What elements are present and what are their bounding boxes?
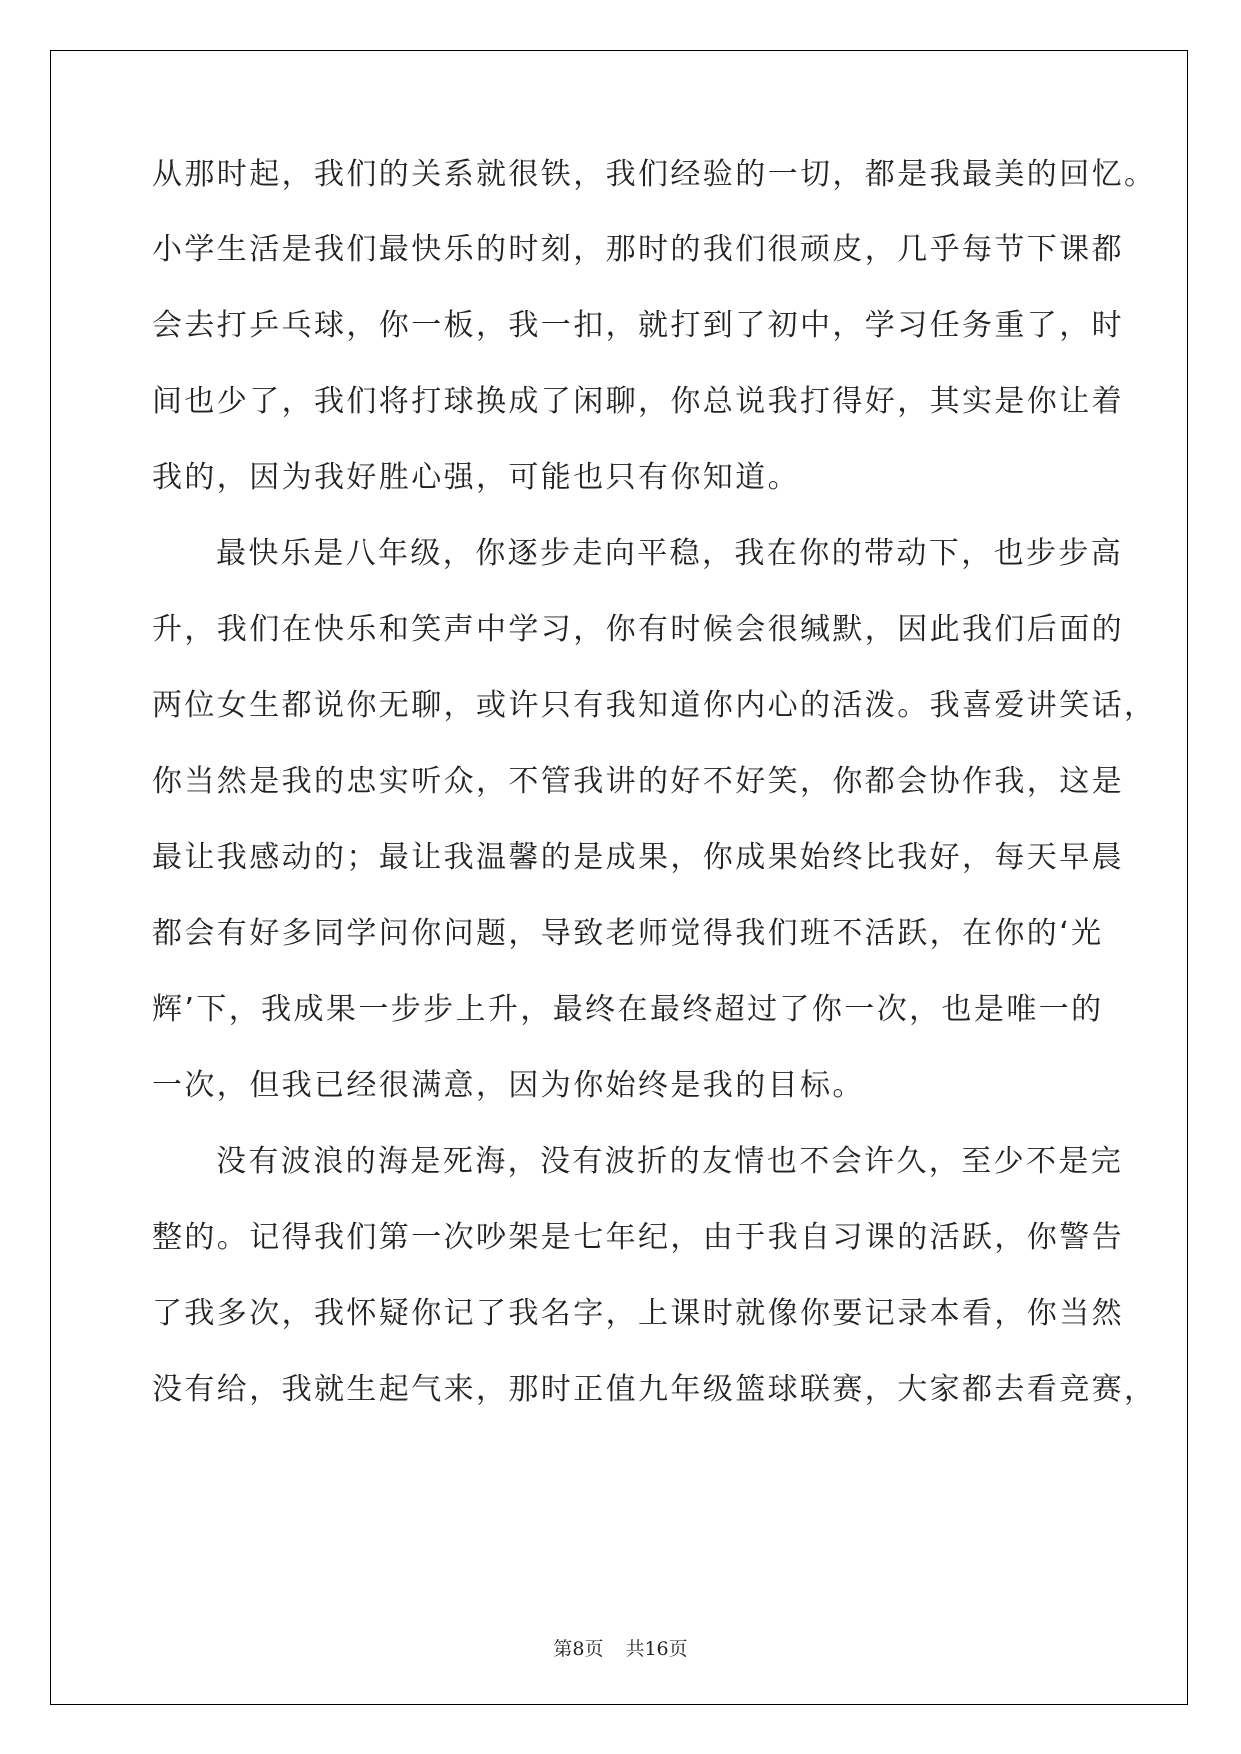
text-line: 你当然是我的忠实听众，不管我讲的好不好笑，你都会协作我，这是: [152, 764, 1124, 799]
text-line: 从那时起，我们的关系就很铁，我们经验的一切，都是我最美的回忆。: [152, 157, 1157, 192]
text-line: 会去打乒乓球，你一板，我一扣，就打到了初中，学习任务重了，时: [152, 308, 1124, 343]
page-footer: [0, 1634, 1241, 1661]
text-line: 两位女生都说你无聊，或许只有我知道你内心的活泼。我喜爱讲笑话，: [152, 688, 1157, 723]
text-line: 我的，因为我好胜心强，可能也只有你知道。: [152, 460, 800, 495]
text-line: 都会有好多同学问你问题，导致老师觉得我们班不活跃，在你的‘光: [152, 916, 1104, 951]
text-line: 辉’下，我成果一步步上升，最终在最终超过了你一次，也是唯一的: [152, 992, 1104, 1027]
text-line: 最让我感动的；最让我温馨的是成果，你成果始终比我好，每天早晨: [152, 840, 1124, 875]
page-number: 第8页: [553, 1638, 604, 1660]
text-line: 升，我们在快乐和笑声中学习，你有时候会很缄默，因此我们后面的: [152, 612, 1124, 647]
text-line: 最快乐是八年级，你逐步走向平稳，我在你的带动下，也步步高: [216, 536, 1124, 571]
page-total: 共16页: [625, 1638, 688, 1660]
text-line: 没有给，我就生起气来，那时正值九年级篮球联赛，大家都去看竞赛，: [152, 1372, 1157, 1407]
text-line: 小学生活是我们最快乐的时刻，那时的我们很顽皮，几乎每节下课都: [152, 232, 1124, 267]
text-line: 没有波浪的海是死海，没有波折的友情也不会许久，至少不是完: [216, 1144, 1124, 1179]
text-line: 间也少了，我们将打球换成了闲聊，你总说我打得好，其实是你让着: [152, 384, 1124, 419]
text-line: 整的。记得我们第一次吵架是七年纪，由于我自习课的活跃，你警告: [152, 1220, 1124, 1255]
text-line: 一次，但我已经很满意，因为你始终是我的目标。: [152, 1068, 865, 1103]
text-line: 了我多次，我怀疑你记了我名字，上课时就像你要记录本看，你当然: [152, 1296, 1124, 1331]
